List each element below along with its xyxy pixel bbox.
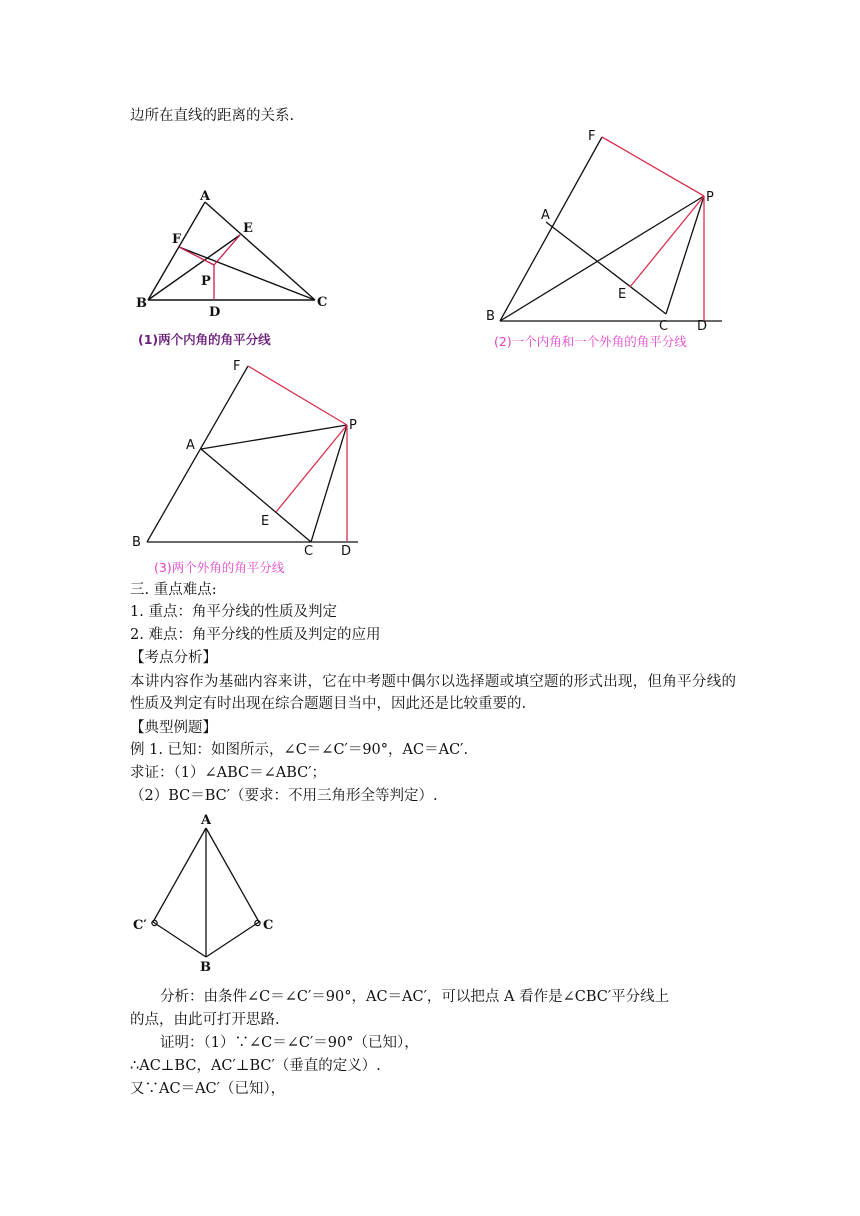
label-c-prime: C′ xyxy=(133,918,147,933)
ray-ba xyxy=(500,137,602,321)
bisector-c xyxy=(179,247,315,300)
label-c: C xyxy=(317,295,328,310)
side-ac xyxy=(205,202,315,300)
label-p: P xyxy=(201,274,211,289)
bisector-exterior-c xyxy=(666,196,704,314)
label-c: C xyxy=(263,918,274,933)
figure-kite-abc xyxy=(130,810,290,980)
intro-text: 边所在直线的距离的关系. xyxy=(130,108,295,124)
side-ac xyxy=(546,222,666,314)
proof-line-2: ∴AC⊥BC，AC′⊥BC′（垂直的定义）. xyxy=(130,1058,381,1074)
label-f: F xyxy=(233,359,241,374)
label-d: D xyxy=(341,544,352,559)
label-a: A xyxy=(201,813,212,828)
analysis-line-2: 的点，由此可打开思路. xyxy=(130,1012,280,1028)
label-a: A xyxy=(541,208,550,223)
side-ac xyxy=(201,449,311,542)
label-p: P xyxy=(349,418,357,433)
label-a: A xyxy=(200,189,211,204)
bisector-b xyxy=(500,196,704,321)
side-ab xyxy=(148,202,205,300)
bisector-exterior-a xyxy=(201,425,347,449)
label-e: E xyxy=(618,287,627,302)
segment-ac-right xyxy=(206,828,259,922)
label-c: C xyxy=(659,319,669,334)
label-p: P xyxy=(706,190,714,205)
label-d: D xyxy=(697,319,708,334)
ray-ba xyxy=(147,366,248,542)
label-d: D xyxy=(209,305,221,320)
figure3-caption: (3)两个外角的角平分线 xyxy=(154,560,285,575)
example1-given: 例 1. 已知：如图所示，∠C＝∠C′＝90°，AC＝AC′. xyxy=(130,742,469,758)
label-f: F xyxy=(588,129,596,144)
bisector-b xyxy=(148,235,240,300)
examples-heading: 【典型例题】 xyxy=(130,720,217,736)
proof-line-1: 证明：（1）∵∠C＝∠C′＝90°（已知）， xyxy=(160,1035,419,1051)
label-b: B xyxy=(200,960,211,975)
key-point: 1. 重点：角平分线的性质及判定 xyxy=(130,604,337,620)
label-a: A xyxy=(186,438,195,453)
figure-interior-exterior-bisectors xyxy=(482,124,732,354)
label-e: E xyxy=(261,514,270,529)
figure2-caption: (2)一个内角和一个外角的角平分线 xyxy=(494,334,687,349)
difficult-point: 2. 难点：角平分线的性质及判定的应用 xyxy=(130,627,381,643)
analysis-heading: 【考点分析】 xyxy=(130,650,217,666)
section-heading: 三. 重点难点: xyxy=(130,582,217,598)
segment-bc-right xyxy=(206,922,259,957)
analysis-text: 本讲内容作为基础内容来讲，它在中考题中偶尔以选择题或填空题的形式出现，但角平分线的性质及判定有时出现在综合题题目当中，因此还是比较重要的. xyxy=(130,674,736,712)
label-c: C xyxy=(304,544,314,559)
label-f: F xyxy=(172,232,182,247)
label-b: B xyxy=(136,296,147,311)
segment-ac-left xyxy=(153,828,206,922)
label-b: B xyxy=(486,309,495,324)
label-b: B xyxy=(132,535,141,550)
example1-prove-part1: 求证：（1）∠ABC＝∠ABC′； xyxy=(130,765,327,781)
label-e: E xyxy=(243,221,253,236)
example1-prove-part2: （2）BC＝BC′（要求：不用三角形全等判定）. xyxy=(130,788,438,804)
proof-line-3: 又∵AC＝AC′（已知）， xyxy=(130,1081,286,1097)
analysis-line-1: 分析：由条件∠C＝∠C′＝90°，AC＝AC′，可以把点 A 看作是∠CBC′平分线上 xyxy=(160,989,670,1005)
bisector-exterior-c xyxy=(311,425,347,542)
figure1-caption: (1)两个内角的角平分线 xyxy=(138,332,271,347)
figure-two-exterior-bisectors xyxy=(130,356,370,578)
figure-two-interior-bisectors xyxy=(130,186,330,356)
segment-bc-left xyxy=(153,922,206,957)
